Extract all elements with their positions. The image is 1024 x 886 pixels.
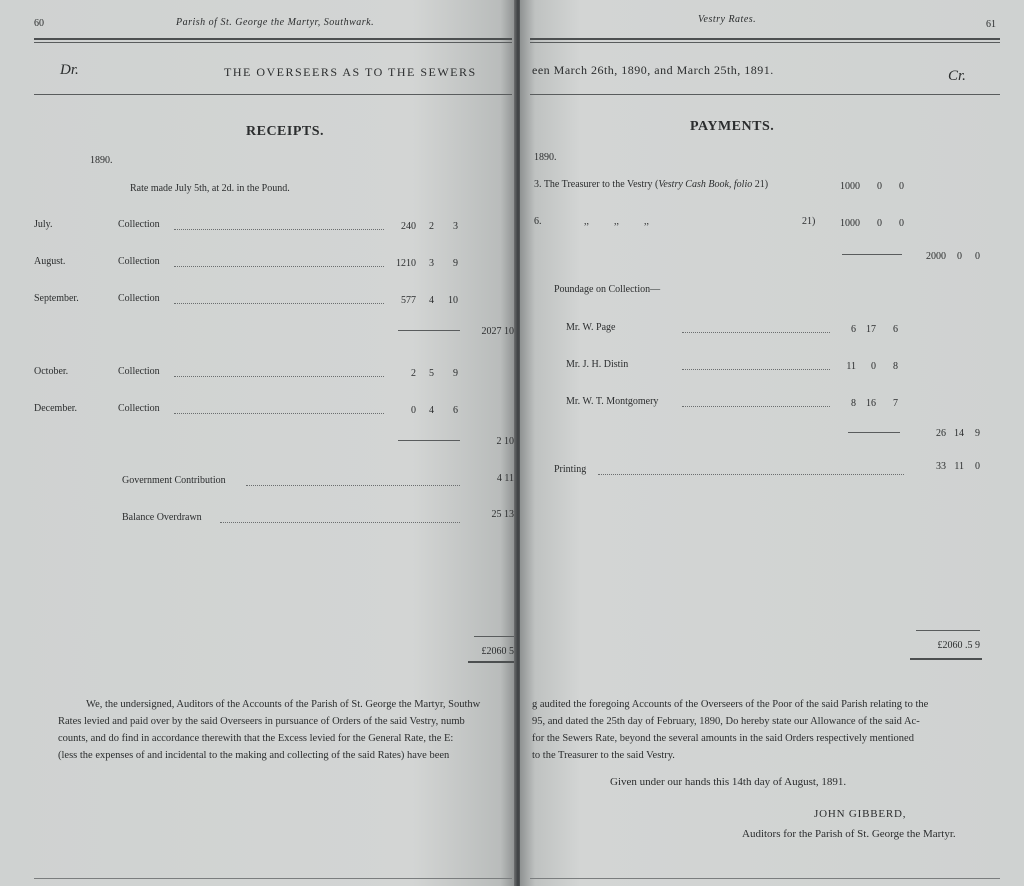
amount-shillings: 0 (877, 181, 882, 192)
leader-dots (174, 303, 384, 304)
running-head: Parish of St. George the Martyr, Southwark. (176, 17, 375, 28)
amount-pence: 9 (975, 428, 980, 439)
amount-shillings: 14 (954, 428, 964, 439)
leader-dots (682, 369, 830, 370)
amount-pounds: 1000 (840, 181, 860, 192)
account-title: THE OVERSEERS AS TO THE SEWERS (224, 65, 477, 79)
bottom-edge (34, 878, 512, 879)
amount-shillings: 2 (429, 221, 434, 232)
amount-pounds: 33 (936, 461, 946, 472)
amount-shillings: 16 (866, 398, 876, 409)
subtotal-rule-1 (398, 330, 460, 331)
amount-pence: 9 (453, 368, 458, 379)
cr-label: Cr. (948, 68, 966, 84)
rate-line: Rate made July 5th, at 2d. in the Pound. (130, 183, 290, 194)
year-label: 1890. (534, 152, 557, 163)
entry-month: December. (34, 403, 78, 414)
total-rule-top (916, 630, 980, 631)
treasurer-entry-2-folio: 21) (802, 216, 816, 227)
amount-pence: 8 (893, 361, 898, 372)
amount-pence: 6 (893, 324, 898, 335)
amount-pounds: 1210 (396, 258, 416, 269)
leader-dots (174, 266, 384, 267)
account-title-cont: een March 26th, 1890, and March 25th, 1891. (532, 63, 774, 77)
printing-label: Printing (554, 464, 587, 475)
amount-pence: 0 (899, 181, 904, 192)
collector-name: Mr. J. H. Distin (566, 359, 629, 370)
treasurer-entry-2-num: 6. (534, 216, 542, 227)
subtotal-rule (842, 254, 902, 255)
amount-pence: 9 (453, 258, 458, 269)
subtotal-rule (398, 440, 460, 441)
government-amount: 4 11 (496, 473, 514, 484)
amount-pence: 3 (453, 221, 458, 232)
leader-dots (598, 474, 904, 475)
right-page (520, 0, 1024, 886)
amount-pence: 0 (975, 251, 980, 262)
entry-label: Collection (118, 403, 160, 414)
total-rule-bottom (910, 658, 982, 660)
amount-shillings: 11 (954, 461, 964, 472)
certificate-line-4: to the Treasurer to the said Vestry. (532, 750, 675, 761)
subtotal-1: 2027 10 (481, 326, 514, 337)
receipts-total: £2060 5 (481, 646, 514, 657)
poundage-label: Poundage on Collection— (554, 284, 661, 295)
amount-shillings: 3 (429, 258, 434, 269)
certificate-line-3: counts, and do find in accordance therewith that the Excess levied for the General Rate, the E: (58, 733, 454, 744)
amount-pence: 7 (893, 398, 898, 409)
amount-shillings: 5 (429, 368, 434, 379)
amount-shillings: 4 (429, 405, 434, 416)
balance-amount: 25 13 (491, 509, 514, 520)
header-rule-thin (34, 42, 512, 43)
entry-label: Collection (118, 256, 160, 267)
leader-dots (174, 376, 384, 377)
entry-label: Collection (118, 366, 160, 377)
amount-pence: 6 (453, 405, 458, 416)
entry-month: October. (34, 366, 69, 377)
leader-dots (220, 522, 460, 523)
amount-shillings: 0 (871, 361, 876, 372)
government-label: Government Contribution (122, 475, 226, 486)
amount-pence: 10 (448, 295, 458, 306)
leader-dots (246, 485, 460, 486)
leader-dots (174, 229, 384, 230)
entry-month: September. (34, 293, 79, 304)
subtotal-rule (848, 432, 900, 433)
title-rule (530, 94, 1000, 95)
treasurer-entry-1: 3. The Treasurer to the Vestry (Vestry Cash Book, folio 21) (534, 179, 769, 190)
amount-shillings: 4 (429, 295, 434, 306)
balance-label: Balance Overdrawn (122, 512, 202, 523)
bottom-edge (530, 878, 1000, 879)
entry-month: July. (34, 219, 53, 230)
amount-pounds: 8 (851, 398, 856, 409)
signatory-title: Auditors for the Parish of St. George the Martyr. (742, 828, 956, 840)
year-label: 1890. (90, 155, 113, 166)
collector-name: Mr. W. Page (566, 322, 616, 333)
dr-label: Dr. (60, 62, 79, 78)
collector-name: Mr. W. T. Montgomery (566, 396, 659, 407)
running-head: Vestry Rates. (698, 14, 757, 25)
page-number: 60 (34, 18, 44, 29)
header-rule (34, 38, 512, 40)
receipts-heading: RECEIPTS. (246, 124, 325, 139)
leader-dots (682, 332, 830, 333)
amount-pounds: 26 (936, 428, 946, 439)
certificate-line-1: g audited the foregoing Accounts of the Overseers of the Poor of the said Parish relating to the (532, 699, 929, 710)
amount-shillings: 17 (866, 324, 876, 335)
amount-pounds: 0 (411, 405, 416, 416)
total-rule-bottom (468, 661, 514, 663)
certificate-line-4: (less the expenses of and incidental to the making and collecting of the said Rates) have been (58, 750, 450, 761)
header-rule (530, 38, 1000, 40)
amount-pounds: 2 (411, 368, 416, 379)
entry-label: Collection (118, 293, 160, 304)
amount-pounds: 2000 (926, 251, 946, 262)
ditto-marks: ,, ,, ,, (584, 216, 649, 227)
leader-dots (174, 413, 384, 414)
page-number: 61 (986, 19, 996, 30)
amount-pounds: 6 (851, 324, 856, 335)
leader-dots (682, 406, 830, 407)
subtotal-2: 2 10 (496, 436, 514, 447)
header-rule-thin (530, 42, 1000, 43)
signatory-name: JOHN GIBBERD, (814, 808, 907, 820)
amount-pounds: 1000 (840, 218, 860, 229)
amount-shillings: 0 (877, 218, 882, 229)
payments-heading: PAYMENTS. (690, 119, 775, 134)
amount-pounds: 11 (846, 361, 856, 372)
certificate-line-2: 95, and dated the 25th day of February, 1890, Do hereby state our Allowance of the said Ac- (532, 716, 920, 727)
certificate-line-2: Rates levied and paid over by the said Overseers in pursuance of Orders of the said Vestry, numb (58, 716, 465, 727)
amount-pence: 0 (899, 218, 904, 229)
entry-month: August. (34, 256, 66, 267)
amount-shillings: 0 (957, 251, 962, 262)
title-rule (34, 94, 512, 95)
certificate-line-3: for the Sewers Rate, beyond the several amounts in the said Orders respectively mentioned (532, 733, 914, 744)
entry-label: Collection (118, 219, 160, 230)
total-rule-top (474, 636, 514, 637)
given-line: Given under our hands this 14th day of August, 1891. (610, 776, 847, 788)
amount-pence: 0 (975, 461, 980, 472)
amount-pounds: 240 (401, 221, 416, 232)
payments-total: £2060 .5 9 (937, 640, 980, 651)
certificate-line-1: We, the undersigned, Auditors of the Accounts of the Parish of St. George the Martyr, Southw (86, 699, 481, 710)
amount-pounds: 577 (401, 295, 416, 306)
